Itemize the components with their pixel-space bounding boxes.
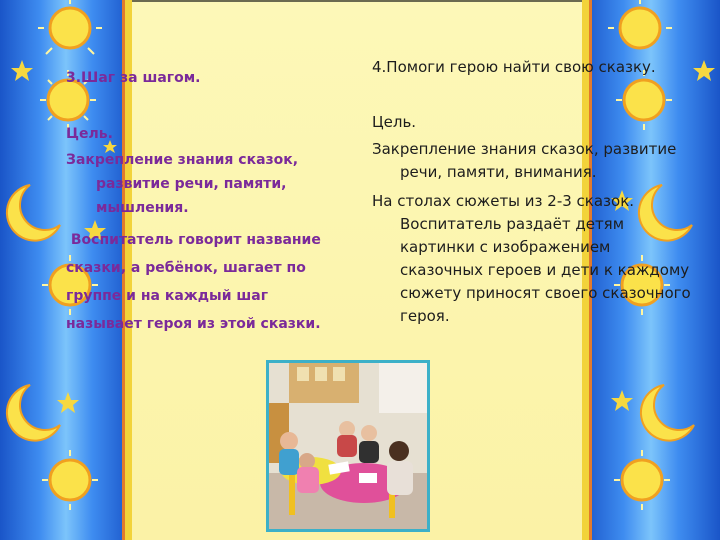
- right-text-column: [372, 56, 692, 328]
- left-description-line: Воспитатель говорит название: [66, 232, 321, 248]
- moon-icon: [7, 385, 60, 441]
- sun-icon: [42, 450, 98, 510]
- left-text-column: [66, 64, 356, 338]
- top-divider: [132, 0, 582, 2]
- spacer: [372, 79, 692, 111]
- left-goal-label: Цель.: [66, 126, 113, 142]
- right-goal-text: Закрепление знания сказок, развитие речи, памяти, внимания.: [372, 140, 677, 181]
- right-heading: 4.Помоги герою найти свою сказку.: [372, 58, 656, 76]
- sun-icon: [608, 0, 672, 48]
- sun-icon: [614, 450, 670, 510]
- sun-icon: [38, 0, 102, 54]
- right-goal-label: Цель.: [372, 113, 417, 131]
- left-goal-text: Закрепление знания сказок, развитие речи, памяти, мышления.: [66, 152, 299, 216]
- left-description-line: называет героя из этой сказки.: [66, 316, 321, 332]
- moon-icon: [7, 185, 60, 241]
- left-description-line: сказки, а ребёнок, шагает по: [66, 260, 306, 276]
- moon-icon: [641, 385, 694, 441]
- left-description-line: группе и на каждый шаг: [66, 288, 269, 304]
- left-heading: 3.Шаг за шагом.: [66, 70, 201, 86]
- classroom-photo: [266, 360, 430, 532]
- children-at-table-illustration: [269, 363, 427, 529]
- spacer: [66, 92, 356, 120]
- right-description: На столах сюжеты из 2-3 сказок. Воспитатель раздаёт детям картинки с изображением сказочных героев и дети к каждому сюжету приносят своего сказочного героя.: [372, 192, 691, 325]
